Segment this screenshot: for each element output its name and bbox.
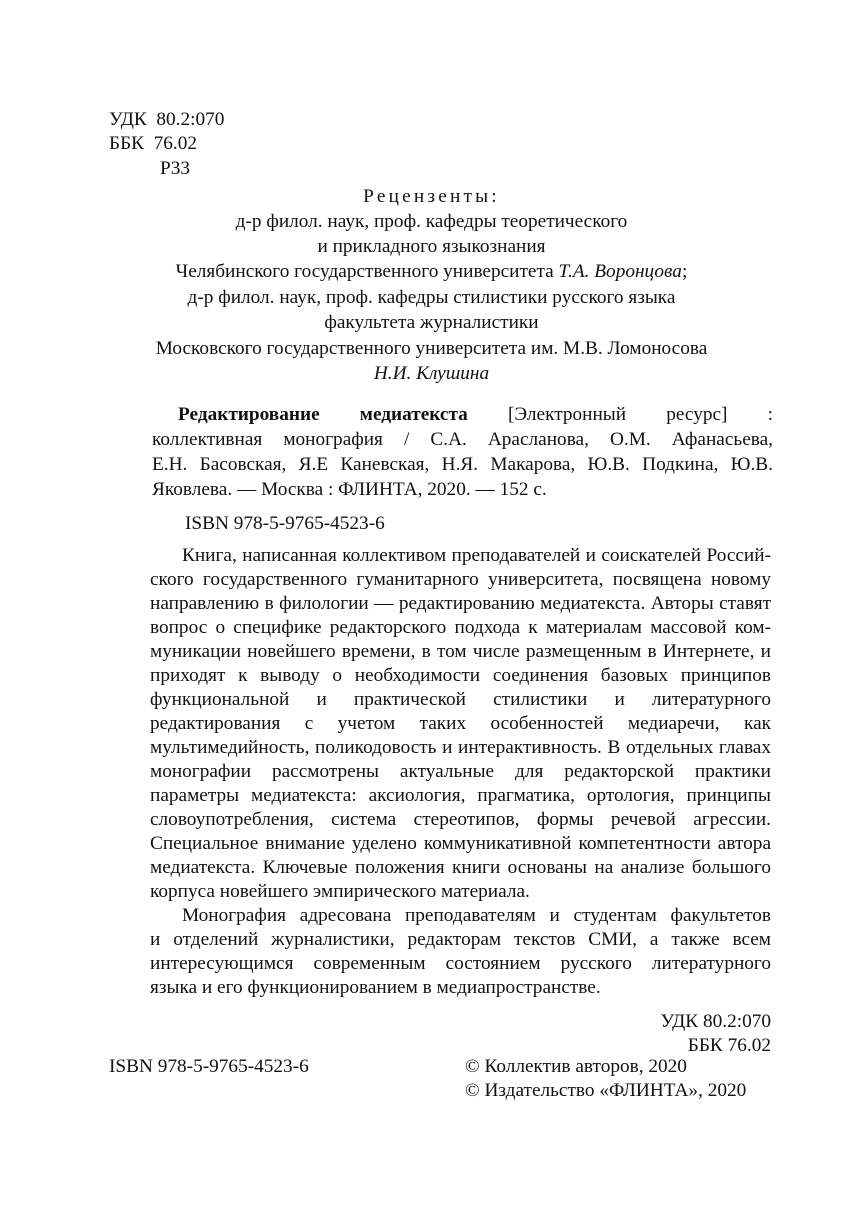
annotation-line: и отделений журналистики, редакторам текстов СМИ, а также всем <box>150 929 771 950</box>
annotation-line: вопрос о специфике редакторского подхода к материалам массовой ком- <box>150 617 771 638</box>
copyright-publisher: © Издательство «ФЛИНТА», 2020 <box>465 1080 747 1101</box>
bib-record-line-2: коллективная монография / С.А. Арасланова, О.М. Афанасьева, <box>152 429 773 450</box>
annotation-line: Книга, написанная коллективом преподавателей и соискателей Россий- <box>182 545 771 566</box>
annotation-line: параметры медиатекста: аксиология, прагматика, ортология, принципы <box>150 785 771 806</box>
reviewers-heading: Рецензенты: <box>363 186 500 207</box>
annotation-line: интересующимся современным состоянием русского литературного <box>150 953 771 974</box>
reviewer-1-university-text: Челябинского государственного университета <box>175 261 559 282</box>
annotation-line: Специальное внимание уделено коммуникативной компетентности автора <box>150 833 771 854</box>
annotation-line: муникации новейшего времени, в том числе размещенным в Интернете, и <box>150 641 771 662</box>
reviewer-1-separator: ; <box>681 261 688 282</box>
annotation-line: редактирования с учетом таких особенностей медиаречи, как <box>150 713 771 734</box>
bbk-code: ББК 76.02 <box>109 133 198 154</box>
annotation-line: функциональной и практической стилистики и литературного <box>150 689 771 710</box>
annotation-line: словоупотребления, система стереотипов, формы речевой агрессии. <box>150 809 771 830</box>
annotation-line: монографии рассмотрены актуальные для редакторской практики <box>150 761 771 782</box>
annotation-line: корпуса новейшего эмпирического материала. <box>150 881 530 902</box>
reviewer-2-name: Н.И. Клушина <box>373 363 490 384</box>
bbk-code-bottom: ББК 76.02 <box>687 1035 771 1056</box>
udk-code-bottom: УДК 80.2:070 <box>660 1011 771 1032</box>
author-mark: Р33 <box>160 158 191 179</box>
reviewer-2-university: Московского государственного университета им. М.В. Ломоносова <box>155 338 708 359</box>
isbn-bottom: ISBN 978-5-9765-4523-6 <box>109 1056 309 1077</box>
reviewer-2-faculty: факультета журналистики <box>324 312 539 333</box>
annotation <box>150 544 771 1000</box>
bib-record-line-3: Е.Н. Басовская, Я.Е Каневская, Н.Я. Макарова, Ю.В. Подкина, Ю.В. <box>152 454 773 475</box>
annotation-line: ского государственного гуманитарного университета, посвящена новому <box>150 569 771 590</box>
reviewer-1-name: Т.А. Воронцова <box>558 261 682 282</box>
reviewer-2-position: д-р филол. наук, проф. кафедры стилистики русского языка <box>187 287 676 308</box>
bib-record-line-4: Яковлева. — Москва : ФЛИНТА, 2020. — 152 с. <box>152 479 547 500</box>
book-title: Редактирование медиатекста <box>178 404 468 425</box>
udk-code: УДК 80.2:070 <box>109 109 225 130</box>
bib-resource-type: [Электронный ресурс] : <box>508 404 773 425</box>
annotation-line: мультимедийность, поликодовость и интерактивность. В отдельных главах <box>150 737 771 758</box>
annotation-line: направлению в филологии — редактированию медиатекста. Авторы ставят <box>150 593 771 614</box>
isbn: ISBN 978-5-9765-4523-6 <box>185 513 385 534</box>
reviewer-1-university <box>0 260 863 284</box>
annotation-line: приходят к выводу о необходимости соединения базовых принципов <box>150 665 771 686</box>
annotation-line: Монография адресована преподавателям и студентам факультетов <box>182 905 771 926</box>
annotation-line: языка и его функционированием в медиапространстве. <box>150 977 601 998</box>
annotation-line: медиатекста. Ключевые положения книги основаны на анализе большого <box>150 857 771 878</box>
bib-record-line-1 <box>178 403 773 427</box>
reviewer-1-position: д-р филол. наук, проф. кафедры теоретического <box>235 211 628 232</box>
reviewer-1-department: и прикладного языкознания <box>317 236 546 257</box>
copyright-authors: © Коллектив авторов, 2020 <box>465 1056 687 1077</box>
